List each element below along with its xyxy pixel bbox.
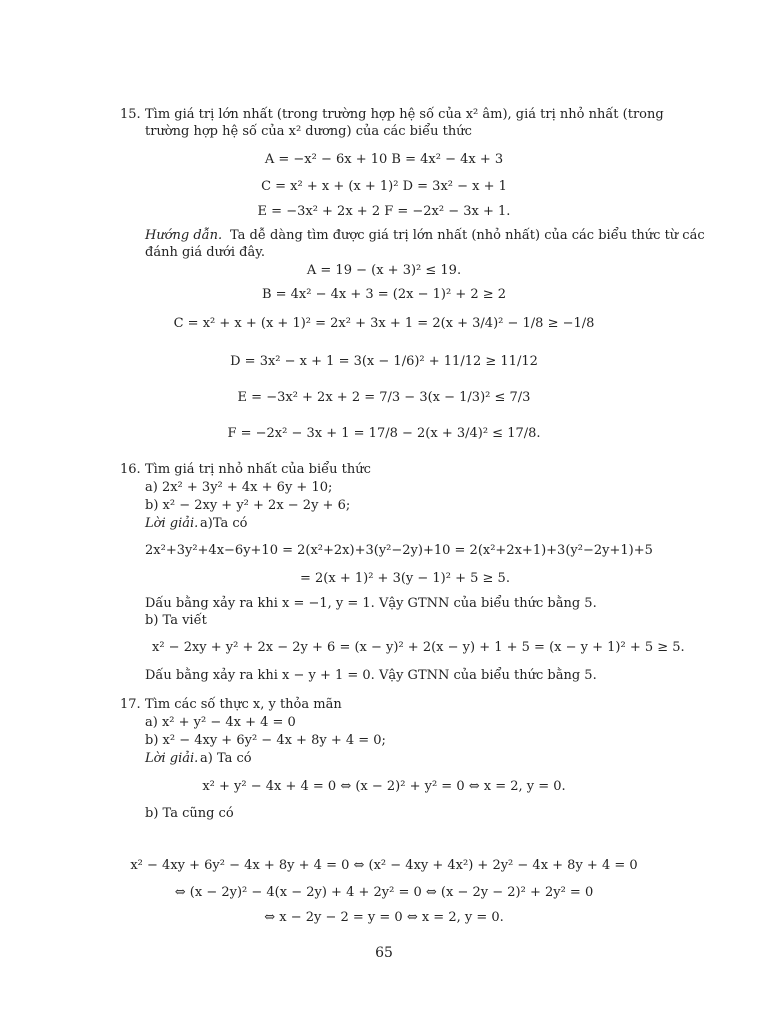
problem-17-part-b: b) x² − 4xy + 6y² − 4x + 8y + 4 = 0; [145, 733, 386, 748]
expression-c-d: C = x² + x + (x + 1)² D = 3x² − x + 1 [261, 179, 507, 194]
problem-16-solution-a-intro: a)Ta có [200, 516, 248, 531]
problem-17-solution-label: Lời giải. [145, 751, 199, 766]
problem-16-solution-a-line1: 2x²+3y²+4x−6y+10 = 2(x²+2x)+3(y²−2y)+10 = 2(x²+2x+1)+3(y²−2y+1)+5 [145, 543, 653, 558]
problem-16-part-a: a) 2x² + 3y² + 4x + 6y + 10; [145, 480, 333, 495]
solution-a: A = 19 − (x + 3)² ≤ 19. [306, 263, 462, 278]
expression-a-b: A = −x² − 6x + 10 B = 4x² − 4x + 3 [264, 152, 504, 167]
problem-16-solution-label: Lời giải. [145, 516, 199, 531]
problem-17-solution-b-line3: ⇔ x − 2y − 2 = y = 0 ⇔ x = 2, y = 0. [264, 910, 504, 925]
problem-16-solution-b-intro: b) Ta viết [145, 613, 207, 628]
problem-17-solution-b-line2: ⇔ (x − 2y)² − 4(x − 2y) + 4 + 2y² = 0 ⇔ (x − 2y − 2)² + 2y² = 0 [174, 885, 594, 900]
guide-label: Hướng dẫn. [145, 228, 223, 243]
expression-e-f: E = −3x² + 2x + 2 F = −2x² − 3x + 1. [257, 204, 511, 219]
problem-15-number: 15. [120, 107, 141, 122]
problem-15-statement-line1: Tìm giá trị lớn nhất (trong trường hợp hệ số của x² âm), giá trị nhỏ nhất (trong [145, 107, 664, 122]
problem-17-solution-b-intro: b) Ta cũng có [145, 806, 234, 821]
solution-e: E = −3x² + 2x + 2 = 7/3 − 3(x − 1/3)² ≤ 7/3 [237, 390, 531, 405]
problem-15-statement-line2: trường hợp hệ số của x² dương) của các biểu thức [145, 124, 472, 139]
problem-17-solution-a: x² + y² − 4x + 4 = 0 ⇔ (x − 2)² + y² = 0 ⇔ x = 2, y = 0. [202, 779, 566, 794]
problem-16-conclusion-a: Dấu bằng xảy ra khi x = −1, y = 1. Vậy GTNN của biểu thức bằng 5. [145, 596, 597, 611]
solution-c: C = x² + x + (x + 1)² = 2x² + 3x + 1 = 2(x + 3/4)² − 1/8 ≥ −1/8 [173, 316, 595, 331]
problem-17-statement: Tìm các số thực x, y thỏa mãn [145, 697, 342, 712]
page-number: 65 [375, 945, 393, 961]
solution-f: F = −2x² − 3x + 1 = 17/8 − 2(x + 3/4)² ≤ 17/8. [227, 426, 541, 441]
problem-17-solution-a-intro: a) Ta có [200, 751, 252, 766]
solution-d: D = 3x² − x + 1 = 3(x − 1/6)² + 11/12 ≥ 11/12 [230, 354, 538, 369]
problem-16-conclusion-b: Dấu bằng xảy ra khi x − y + 1 = 0. Vậy GTNN của biểu thức bằng 5. [145, 668, 597, 683]
guide-text-line2: đánh giá dưới đây. [145, 245, 265, 260]
problem-16-statement: Tìm giá trị nhỏ nhất của biểu thức [145, 462, 371, 477]
solution-b: B = 4x² − 4x + 3 = (2x − 1)² + 2 ≥ 2 [261, 287, 507, 302]
problem-17-solution-b-line1: x² − 4xy + 6y² − 4x + 8y + 4 = 0 ⇔ (x² − 4xy + 4x²) + 2y² − 4x + 8y + 4 = 0 [130, 858, 638, 873]
problem-16-number: 16. [120, 462, 141, 477]
problem-16-part-b: b) x² − 2xy + y² + 2x − 2y + 6; [145, 498, 351, 513]
guide-text-line1: Ta dễ dàng tìm được giá trị lớn nhất (nhỏ nhất) của các biểu thức từ các [230, 228, 705, 243]
problem-17-part-a: a) x² + y² − 4x + 4 = 0 [145, 715, 296, 730]
problem-16-solution-b: x² − 2xy + y² + 2x − 2y + 6 = (x − y)² + 2(x − y) + 1 + 5 = (x − y + 1)² + 5 ≥ 5. [152, 640, 685, 655]
problem-17-number: 17. [120, 697, 141, 712]
problem-16-solution-a-line2: = 2(x + 1)² + 3(y − 1)² + 5 ≥ 5. [300, 571, 510, 586]
